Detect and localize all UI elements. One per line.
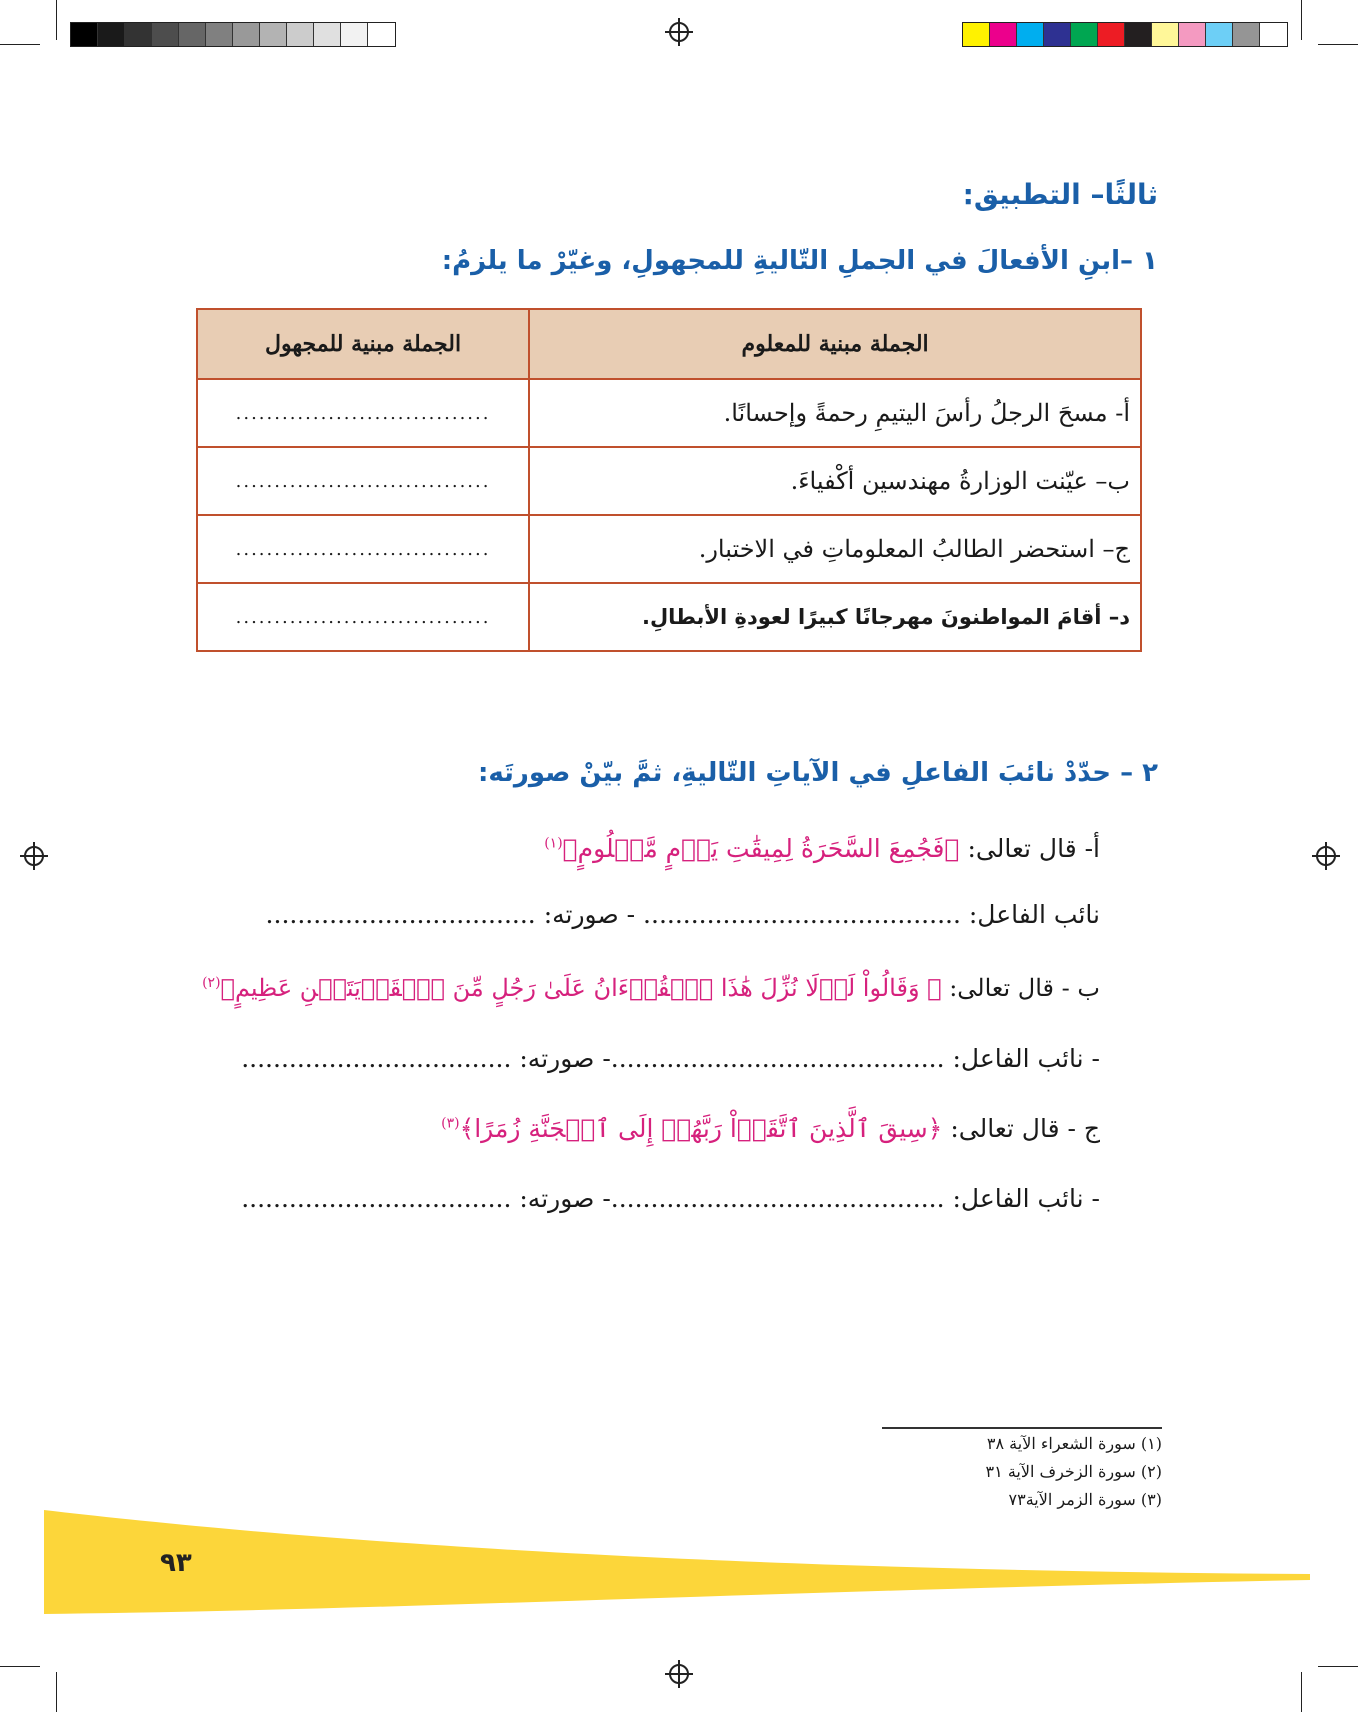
exercise2-title: ٢ – حدّدْ نائبَ الفاعلِ في الآياتِ التّاليةِ، ثمَّ بيّنْ صورتَه:	[478, 758, 1158, 788]
answer-blank[interactable]: .................................	[197, 447, 529, 515]
footnote-ref: (١)	[544, 835, 563, 852]
footnote-ref: (٣)	[441, 1115, 460, 1132]
answer-blank[interactable]: .................................	[197, 379, 529, 447]
quran-verse: ﴿فَجُمِعَ السَّحَرَةُ لِمِيقَٰتِ يَوۡمٍ مَّعۡلُومٍ﴾	[562, 834, 960, 863]
verse-intro: ج - قال تعالى:	[942, 1114, 1100, 1143]
verse-intro: ب - قال تعالى:	[941, 974, 1100, 1002]
quran-verse: ﴿سِيقَ ٱلَّذِينَ ٱتَّقَوۡاْ رَبَّهُمۡ إِلَى ٱلۡجَنَّةِ زُمَرًا﴾	[459, 1114, 943, 1143]
form-blank[interactable]: ..................................	[241, 1044, 512, 1073]
verse-intro: أ- قال تعالى:	[959, 834, 1100, 863]
known-sentence: د– أقامَ المواطنونَ مهرجانًا كبيرًا لعودةِ الأبطالِ.	[529, 583, 1141, 651]
answer-blank[interactable]: .................................	[197, 515, 529, 583]
footnote-1: (١) سورة الشعراء الآية ٣٨	[986, 1434, 1162, 1453]
section-heading: ثالثًا– التطبيق:	[962, 178, 1158, 211]
column-header-known: الجملة مبنية للمعلوم	[529, 309, 1141, 379]
form-label: - صورته:	[511, 1184, 611, 1213]
footnote-ref: (٢)	[202, 975, 221, 991]
answer-label: - نائب الفاعل:	[944, 1184, 1100, 1213]
known-sentence: أ- مسحَ الرجلُ رأسَ اليتيمِ رحمةً وإحسانًا.	[529, 379, 1141, 447]
quran-verse: ﴿ وَقَالُواْ لَوۡلَا نُزِّلَ هَٰذَا ٱلۡقُرۡءَانُ عَلَىٰ رَجُلٍ مِّنَ ٱلۡقَرۡيَتَيۡنِ عَظِيمٍ﴾	[220, 974, 942, 1002]
answer-label: نائب الفاعل:	[960, 900, 1100, 929]
answer-blank[interactable]: ..........................................	[610, 1184, 945, 1213]
answer-label: - نائب الفاعل:	[944, 1044, 1100, 1073]
column-header-passive: الجملة مبنية للمجهول	[197, 309, 529, 379]
form-label: - صورته:	[535, 900, 644, 929]
form-label: - صورته:	[511, 1044, 611, 1073]
footnote-2: (٢) سورة الزخرف الآية ٣١	[985, 1462, 1162, 1481]
form-blank[interactable]: ..................................	[265, 900, 536, 929]
known-sentence: ب– عيّنت الوزارةُ مهندسين أكْفياءَ.	[529, 447, 1141, 515]
answer-blank[interactable]: .................................	[197, 583, 529, 651]
known-sentence: ج– استحضر الطالبُ المعلوماتِ في الاختبار.	[529, 515, 1141, 583]
form-blank[interactable]: ..................................	[241, 1184, 512, 1213]
answer-blank[interactable]: ..........................................	[610, 1044, 945, 1073]
answer-blank[interactable]: ........................................	[643, 900, 961, 929]
exercise1-title: ١ –ابنِ الأفعالَ في الجملِ التّاليةِ للمجهولِ، وغيّرْ ما يلزمُ:	[441, 246, 1158, 276]
page-number: ٩٣	[160, 1548, 192, 1578]
yellow-band-shape	[44, 1510, 1310, 1614]
footnote-3: (٣) سورة الزمر الآية٧٣	[1008, 1490, 1162, 1509]
